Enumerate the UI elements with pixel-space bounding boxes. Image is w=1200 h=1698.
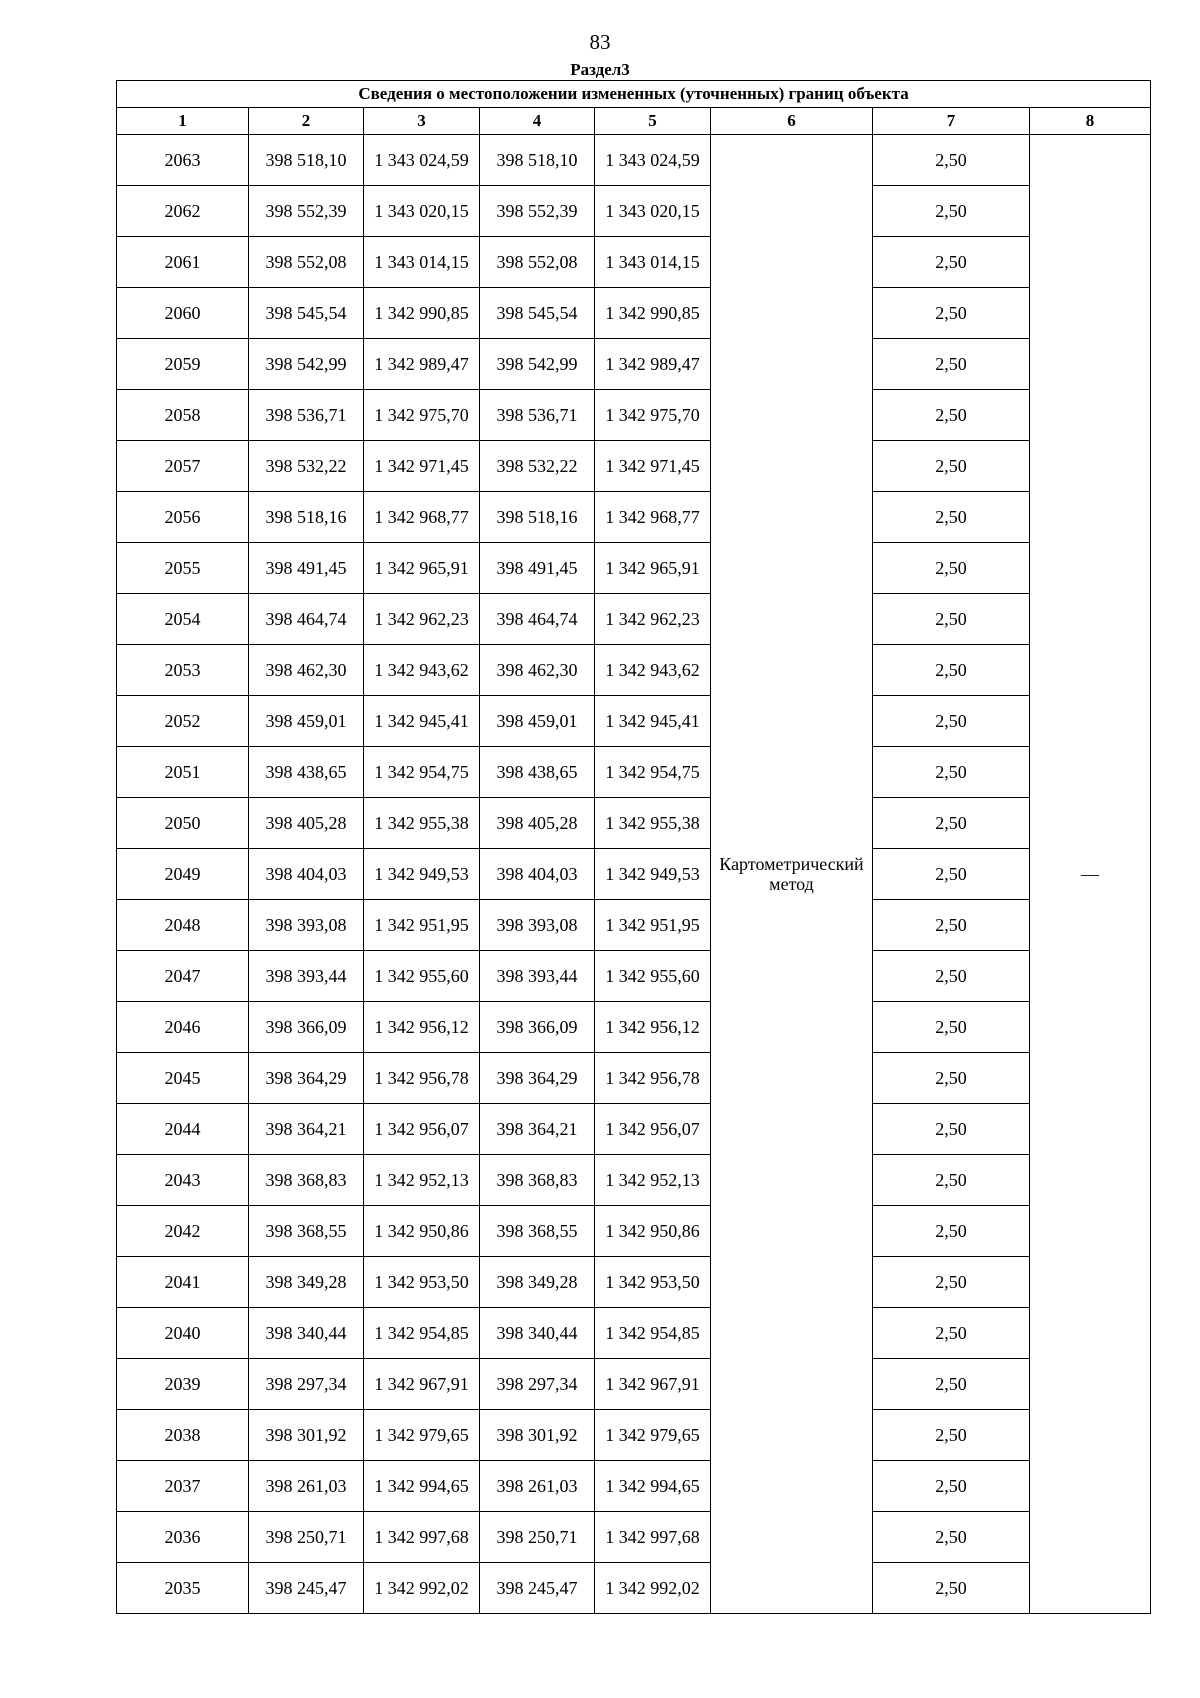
accuracy-cell: 2,50	[873, 1257, 1030, 1308]
accuracy-cell: 2,50	[873, 849, 1030, 900]
x-old-cell: 398 393,08	[249, 900, 364, 951]
accuracy-cell: 2,50	[873, 1155, 1030, 1206]
column-number-header: 6	[711, 108, 873, 135]
table-row	[117, 1512, 1151, 1563]
y-new-cell: 1 342 967,91	[595, 1359, 711, 1410]
point-number-cell: 2063	[117, 135, 249, 186]
x-old-cell: 398 250,71	[249, 1512, 364, 1563]
point-number-cell: 2037	[117, 1461, 249, 1512]
table-row	[117, 798, 1151, 849]
x-new-cell: 398 518,16	[480, 492, 595, 543]
x-old-cell: 398 491,45	[249, 543, 364, 594]
table-row	[117, 543, 1151, 594]
x-new-cell: 398 518,10	[480, 135, 595, 186]
x-old-cell: 398 536,71	[249, 390, 364, 441]
section-title: Раздел3	[570, 60, 630, 79]
y-new-cell: 1 342 962,23	[595, 594, 711, 645]
y-old-cell: 1 342 956,78	[364, 1053, 480, 1104]
y-new-cell: 1 342 956,07	[595, 1104, 711, 1155]
table-row	[117, 492, 1151, 543]
table-row	[117, 594, 1151, 645]
table-row	[117, 951, 1151, 1002]
table-row	[117, 1308, 1151, 1359]
y-new-cell: 1 342 989,47	[595, 339, 711, 390]
x-old-cell: 398 518,10	[249, 135, 364, 186]
column-number-header: 5	[595, 108, 711, 135]
y-new-cell: 1 342 997,68	[595, 1512, 711, 1563]
y-old-cell: 1 342 949,53	[364, 849, 480, 900]
column-number-header: 7	[873, 108, 1030, 135]
column-number-header: 1	[117, 108, 249, 135]
x-new-cell: 398 536,71	[480, 390, 595, 441]
table-row	[117, 1155, 1151, 1206]
point-number-cell: 2051	[117, 747, 249, 798]
y-new-cell: 1 342 968,77	[595, 492, 711, 543]
y-new-cell: 1 342 950,86	[595, 1206, 711, 1257]
y-new-cell: 1 342 956,78	[595, 1053, 711, 1104]
x-new-cell: 398 261,03	[480, 1461, 595, 1512]
boundary-coordinates-table	[116, 80, 1151, 1614]
column-number-row	[117, 108, 1151, 135]
y-old-cell: 1 342 943,62	[364, 645, 480, 696]
x-new-cell: 398 301,92	[480, 1410, 595, 1461]
y-new-cell: 1 342 965,91	[595, 543, 711, 594]
y-new-cell: 1 343 020,15	[595, 186, 711, 237]
y-old-cell: 1 342 951,95	[364, 900, 480, 951]
accuracy-cell: 2,50	[873, 594, 1030, 645]
x-old-cell: 398 349,28	[249, 1257, 364, 1308]
table-row	[117, 900, 1151, 951]
table-row	[117, 135, 1151, 186]
table-row	[117, 288, 1151, 339]
x-old-cell: 398 404,03	[249, 849, 364, 900]
point-number-cell: 2047	[117, 951, 249, 1002]
accuracy-cell: 2,50	[873, 1461, 1030, 1512]
accuracy-cell: 2,50	[873, 390, 1030, 441]
point-number-cell: 2043	[117, 1155, 249, 1206]
accuracy-cell: 2,50	[873, 1206, 1030, 1257]
x-new-cell: 398 438,65	[480, 747, 595, 798]
x-new-cell: 398 552,39	[480, 186, 595, 237]
table-row	[117, 696, 1151, 747]
y-old-cell: 1 342 971,45	[364, 441, 480, 492]
point-number-cell: 2055	[117, 543, 249, 594]
x-old-cell: 398 545,54	[249, 288, 364, 339]
point-number-cell: 2045	[117, 1053, 249, 1104]
y-new-cell: 1 342 954,75	[595, 747, 711, 798]
column-number-header: 8	[1030, 108, 1151, 135]
x-new-cell: 398 368,83	[480, 1155, 595, 1206]
point-number-cell: 2035	[117, 1563, 249, 1614]
column-number-header: 2	[249, 108, 364, 135]
point-number-cell: 2056	[117, 492, 249, 543]
y-new-cell: 1 342 992,02	[595, 1563, 711, 1614]
y-old-cell: 1 342 956,12	[364, 1002, 480, 1053]
y-old-cell: 1 342 994,65	[364, 1461, 480, 1512]
y-old-cell: 1 342 990,85	[364, 288, 480, 339]
accuracy-cell: 2,50	[873, 798, 1030, 849]
y-new-cell: 1 342 956,12	[595, 1002, 711, 1053]
table-row	[117, 645, 1151, 696]
accuracy-cell: 2,50	[873, 288, 1030, 339]
table-caption: Сведения о местоположении измененных (уточненных) границ объекта	[117, 81, 1151, 108]
y-old-cell: 1 342 975,70	[364, 390, 480, 441]
point-number-cell: 2049	[117, 849, 249, 900]
x-old-cell: 398 245,47	[249, 1563, 364, 1614]
x-new-cell: 398 542,99	[480, 339, 595, 390]
x-old-cell: 398 340,44	[249, 1308, 364, 1359]
y-new-cell: 1 342 954,85	[595, 1308, 711, 1359]
table-row	[117, 1410, 1151, 1461]
accuracy-cell: 2,50	[873, 1053, 1030, 1104]
x-new-cell: 398 405,28	[480, 798, 595, 849]
y-old-cell: 1 342 989,47	[364, 339, 480, 390]
x-old-cell: 398 518,16	[249, 492, 364, 543]
table-row	[117, 1563, 1151, 1614]
accuracy-cell: 2,50	[873, 1512, 1030, 1563]
point-number-cell: 2040	[117, 1308, 249, 1359]
x-new-cell: 398 491,45	[480, 543, 595, 594]
accuracy-cell: 2,50	[873, 1563, 1030, 1614]
x-new-cell: 398 393,08	[480, 900, 595, 951]
y-old-cell: 1 342 953,50	[364, 1257, 480, 1308]
y-old-cell: 1 342 979,65	[364, 1410, 480, 1461]
accuracy-cell: 2,50	[873, 1410, 1030, 1461]
table-row	[117, 1257, 1151, 1308]
x-new-cell: 398 459,01	[480, 696, 595, 747]
y-new-cell: 1 342 943,62	[595, 645, 711, 696]
column-number-header: 4	[480, 108, 595, 135]
table-row	[117, 441, 1151, 492]
y-old-cell: 1 343 024,59	[364, 135, 480, 186]
y-old-cell: 1 342 992,02	[364, 1563, 480, 1614]
accuracy-cell: 2,50	[873, 237, 1030, 288]
x-old-cell: 398 364,21	[249, 1104, 364, 1155]
x-new-cell: 398 545,54	[480, 288, 595, 339]
x-new-cell: 398 364,29	[480, 1053, 595, 1104]
accuracy-cell: 2,50	[873, 1002, 1030, 1053]
column-number-header: 3	[364, 108, 480, 135]
x-old-cell: 398 364,29	[249, 1053, 364, 1104]
point-number-cell: 2060	[117, 288, 249, 339]
point-number-cell: 2062	[117, 186, 249, 237]
y-new-cell: 1 342 949,53	[595, 849, 711, 900]
y-new-cell: 1 343 024,59	[595, 135, 711, 186]
y-old-cell: 1 342 967,91	[364, 1359, 480, 1410]
x-old-cell: 398 368,55	[249, 1206, 364, 1257]
table-row	[117, 747, 1151, 798]
accuracy-cell: 2,50	[873, 543, 1030, 594]
table-body	[117, 135, 1151, 1614]
accuracy-cell: 2,50	[873, 135, 1030, 186]
x-old-cell: 398 552,39	[249, 186, 364, 237]
y-new-cell: 1 342 975,70	[595, 390, 711, 441]
x-new-cell: 398 532,22	[480, 441, 595, 492]
x-new-cell: 398 366,09	[480, 1002, 595, 1053]
y-new-cell: 1 342 955,38	[595, 798, 711, 849]
table-row	[117, 849, 1151, 900]
x-old-cell: 398 552,08	[249, 237, 364, 288]
page-number: 83	[589, 30, 611, 54]
point-number-cell: 2038	[117, 1410, 249, 1461]
accuracy-cell: 2,50	[873, 747, 1030, 798]
point-number-cell: 2052	[117, 696, 249, 747]
x-new-cell: 398 245,47	[480, 1563, 595, 1614]
x-old-cell: 398 393,44	[249, 951, 364, 1002]
x-new-cell: 398 462,30	[480, 645, 595, 696]
y-old-cell: 1 342 955,38	[364, 798, 480, 849]
y-old-cell: 1 342 954,75	[364, 747, 480, 798]
x-old-cell: 398 459,01	[249, 696, 364, 747]
accuracy-cell: 2,50	[873, 1308, 1030, 1359]
point-number-cell: 2044	[117, 1104, 249, 1155]
table-row	[117, 1002, 1151, 1053]
table-row	[117, 339, 1151, 390]
table-row	[117, 390, 1151, 441]
table-row	[117, 186, 1151, 237]
y-old-cell: 1 342 965,91	[364, 543, 480, 594]
method-cell: Картометрический метод	[711, 135, 873, 1614]
x-new-cell: 398 393,44	[480, 951, 595, 1002]
y-old-cell: 1 343 014,15	[364, 237, 480, 288]
accuracy-cell: 2,50	[873, 696, 1030, 747]
x-new-cell: 398 464,74	[480, 594, 595, 645]
x-old-cell: 398 464,74	[249, 594, 364, 645]
table-row	[117, 237, 1151, 288]
y-new-cell: 1 342 952,13	[595, 1155, 711, 1206]
point-number-cell: 2048	[117, 900, 249, 951]
point-number-cell: 2046	[117, 1002, 249, 1053]
y-old-cell: 1 342 952,13	[364, 1155, 480, 1206]
y-old-cell: 1 342 962,23	[364, 594, 480, 645]
y-new-cell: 1 343 014,15	[595, 237, 711, 288]
point-number-cell: 2050	[117, 798, 249, 849]
y-old-cell: 1 342 945,41	[364, 696, 480, 747]
table-row	[117, 1359, 1151, 1410]
point-number-cell: 2057	[117, 441, 249, 492]
table-row	[117, 1461, 1151, 1512]
table-row	[117, 1206, 1151, 1257]
point-number-cell: 2036	[117, 1512, 249, 1563]
x-new-cell: 398 364,21	[480, 1104, 595, 1155]
y-old-cell: 1 342 997,68	[364, 1512, 480, 1563]
x-old-cell: 398 438,65	[249, 747, 364, 798]
y-new-cell: 1 342 979,65	[595, 1410, 711, 1461]
x-new-cell: 398 297,34	[480, 1359, 595, 1410]
x-old-cell: 398 405,28	[249, 798, 364, 849]
x-new-cell: 398 250,71	[480, 1512, 595, 1563]
y-new-cell: 1 342 971,45	[595, 441, 711, 492]
x-old-cell: 398 532,22	[249, 441, 364, 492]
point-number-cell: 2059	[117, 339, 249, 390]
x-new-cell: 398 349,28	[480, 1257, 595, 1308]
x-old-cell: 398 542,99	[249, 339, 364, 390]
y-new-cell: 1 342 951,95	[595, 900, 711, 951]
point-number-cell: 2039	[117, 1359, 249, 1410]
note-cell: —	[1030, 135, 1151, 1614]
y-new-cell: 1 342 953,50	[595, 1257, 711, 1308]
y-old-cell: 1 343 020,15	[364, 186, 480, 237]
accuracy-cell: 2,50	[873, 951, 1030, 1002]
point-number-cell: 2041	[117, 1257, 249, 1308]
x-old-cell: 398 301,92	[249, 1410, 364, 1461]
accuracy-cell: 2,50	[873, 339, 1030, 390]
y-old-cell: 1 342 950,86	[364, 1206, 480, 1257]
accuracy-cell: 2,50	[873, 1104, 1030, 1155]
x-old-cell: 398 297,34	[249, 1359, 364, 1410]
y-old-cell: 1 342 968,77	[364, 492, 480, 543]
y-old-cell: 1 342 954,85	[364, 1308, 480, 1359]
point-number-cell: 2054	[117, 594, 249, 645]
x-new-cell: 398 404,03	[480, 849, 595, 900]
accuracy-cell: 2,50	[873, 645, 1030, 696]
y-old-cell: 1 342 955,60	[364, 951, 480, 1002]
y-new-cell: 1 342 945,41	[595, 696, 711, 747]
accuracy-cell: 2,50	[873, 900, 1030, 951]
x-old-cell: 398 462,30	[249, 645, 364, 696]
point-number-cell: 2058	[117, 390, 249, 441]
x-old-cell: 398 366,09	[249, 1002, 364, 1053]
accuracy-cell: 2,50	[873, 1359, 1030, 1410]
y-new-cell: 1 342 955,60	[595, 951, 711, 1002]
x-new-cell: 398 368,55	[480, 1206, 595, 1257]
y-old-cell: 1 342 956,07	[364, 1104, 480, 1155]
y-new-cell: 1 342 994,65	[595, 1461, 711, 1512]
x-new-cell: 398 552,08	[480, 237, 595, 288]
y-new-cell: 1 342 990,85	[595, 288, 711, 339]
accuracy-cell: 2,50	[873, 492, 1030, 543]
x-old-cell: 398 261,03	[249, 1461, 364, 1512]
point-number-cell: 2053	[117, 645, 249, 696]
table-row	[117, 1104, 1151, 1155]
x-new-cell: 398 340,44	[480, 1308, 595, 1359]
x-old-cell: 398 368,83	[249, 1155, 364, 1206]
point-number-cell: 2061	[117, 237, 249, 288]
table-row	[117, 1053, 1151, 1104]
accuracy-cell: 2,50	[873, 441, 1030, 492]
point-number-cell: 2042	[117, 1206, 249, 1257]
accuracy-cell: 2,50	[873, 186, 1030, 237]
